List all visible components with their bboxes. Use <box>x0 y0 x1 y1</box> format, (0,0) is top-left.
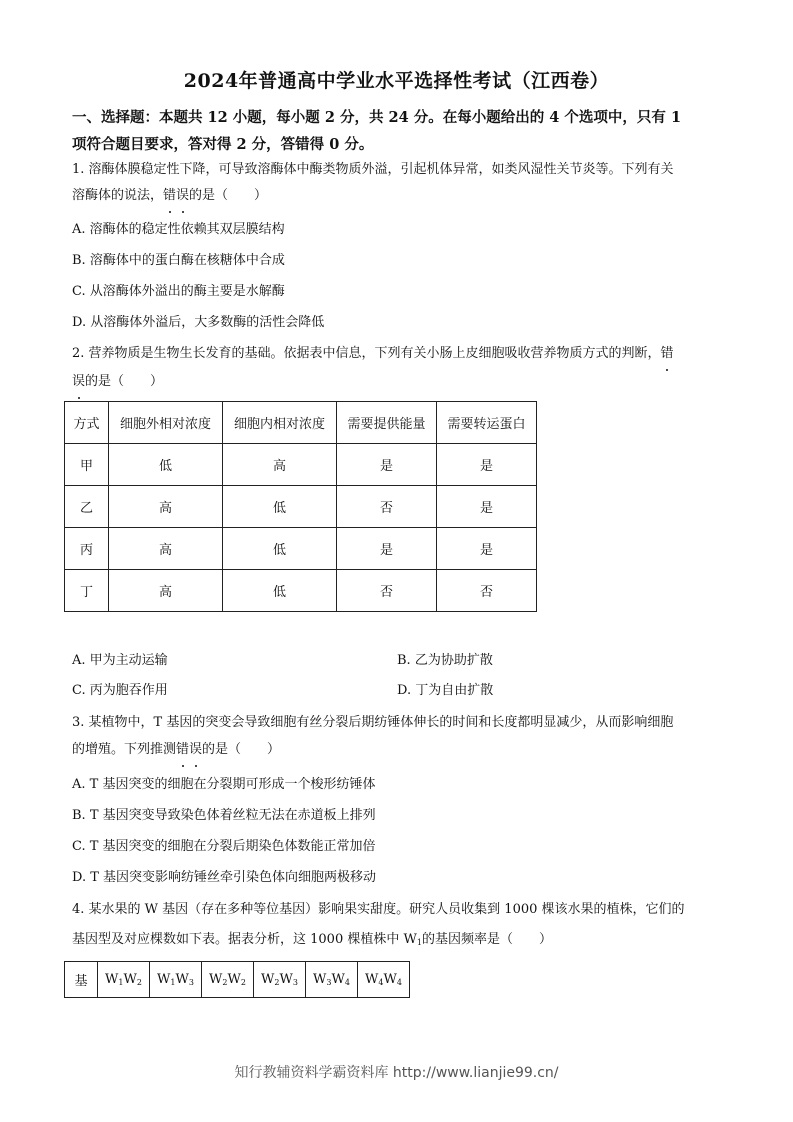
q2-stem-text: 2. 营养物质是生物生长发育的基础。依据表中信息，下列有关小肠上皮细胞吸收营养物质方式的判断， <box>72 346 661 361</box>
table-row <box>65 570 537 612</box>
table-cell: 是 <box>437 528 537 570</box>
q3-stem-line2 <box>72 736 724 764</box>
q1-stem-text: 溶酶体的说法， <box>72 188 164 203</box>
genotype-cell: $W_4W_4$ <box>358 962 410 998</box>
table-header-cell: 方式 <box>65 402 109 444</box>
table-cell: 高 <box>109 570 223 612</box>
q2-table <box>64 401 537 612</box>
table-row <box>65 444 537 486</box>
table-header-cell: 需要提供能量 <box>337 402 437 444</box>
table-cell: 丁 <box>65 570 109 612</box>
q3-stem-tail: 的是（ ） <box>202 742 281 757</box>
q4-table <box>64 961 410 998</box>
table-cell: 低 <box>223 528 337 570</box>
q4-stem-tail: 的基因频率是（ ） <box>421 932 552 947</box>
q3-option-c: C. T 基因突变的细胞在分裂后期染色体数能正常加倍 <box>72 839 376 854</box>
q1-stem-line2 <box>72 182 724 210</box>
q2-option-c: C. 丙为胞吞作用 <box>72 683 168 698</box>
table-cell: 高 <box>223 444 337 486</box>
subscript: 1 <box>416 938 422 947</box>
table-cell: 低 <box>109 444 223 486</box>
q2-stem-tail: 的是（ ） <box>85 374 164 389</box>
section-heading-line2: 项符合题目要求，答对得 2 分，答错得 0 分。 <box>72 136 374 153</box>
table-cell: 高 <box>109 486 223 528</box>
q4-stem-text: 基因型及对应棵数如下表。据表分析，这 1000 棵植株中 W <box>72 932 417 947</box>
table-cell: 否 <box>337 570 437 612</box>
table-cell: 否 <box>437 570 537 612</box>
q1-stem-line1: 1. 溶酶体膜稳定性下降，可导致溶酶体中酶类物质外溢，引起机体异常，如类风湿性关节炎等。下列有关 <box>72 162 674 177</box>
table-row <box>65 962 410 998</box>
emphasis-char: 错 <box>176 736 189 764</box>
q1-option-b: B. 溶酶体中的蛋白酶在核糖体中合成 <box>72 253 285 268</box>
q3-option-b: B. T 基因突变导致染色体着丝粒无法在赤道板上排列 <box>72 808 376 823</box>
table-header-row <box>65 402 537 444</box>
footer-watermark: 知行教辅资料学霸资料库 http://www.lianjie99.cn/ <box>234 1065 559 1081</box>
table-header-cell: 基 <box>65 962 98 998</box>
table-cell: 乙 <box>65 486 109 528</box>
genotype-cell: $W_2W_3$ <box>254 962 306 998</box>
q2-stem-line2 <box>72 368 724 396</box>
section-heading <box>72 104 724 158</box>
q2-option-d: D. 丁为自由扩散 <box>397 683 494 698</box>
emphasis-char: 错 <box>163 182 176 210</box>
emphasis-char: 误 <box>189 736 202 764</box>
table-row <box>65 486 537 528</box>
emphasis-char: 误 <box>176 182 189 210</box>
q1-option-c: C. 从溶酶体外溢出的酶主要是水解酶 <box>72 284 285 299</box>
table-cell: 否 <box>337 486 437 528</box>
table-row <box>65 528 537 570</box>
table-header-cell: 细胞内相对浓度 <box>223 402 337 444</box>
q2-option-b: B. 乙为协助扩散 <box>397 653 493 668</box>
table-cell: 低 <box>223 486 337 528</box>
q3-stem-line1: 3. 某植物中，T 基因的突变会导致细胞有丝分裂后期纺锤体伸长的时间和长度都明显减少，从而影响细胞 <box>72 715 674 730</box>
emphasis-char: 错 <box>661 340 674 368</box>
q4-stem-line1: 4. 某水果的 W 基因（存在多种等位基因）影响果实甜度。研究人员收集到 1000 棵该水果的植株，它们的 <box>72 902 685 917</box>
q3-stem-text: 的增殖。下列推测 <box>72 742 177 757</box>
table-cell: 丙 <box>65 528 109 570</box>
q2-stem-line1 <box>72 340 724 368</box>
section-heading-line1: 一、选择题：本题共 12 小题，每小题 2 分，共 24 分。在每小题给出的 4 个选项中，只有 1 <box>72 109 682 126</box>
table-header-cell: 细胞外相对浓度 <box>109 402 223 444</box>
q1-option-a: A. 溶酶体的稳定性依赖其双层膜结构 <box>72 222 285 237</box>
table-cell: 低 <box>223 570 337 612</box>
q1-option-d: D. 从溶酶体外溢后，大多数酶的活性会降低 <box>72 315 325 330</box>
q2-option-a: A. 甲为主动运输 <box>72 653 168 668</box>
exam-title: 2024年普通高中学业水平选择性考试（江西卷） <box>183 70 610 92</box>
q3-option-a: A. T 基因突变的细胞在分裂期可形成一个梭形纺锤体 <box>72 777 376 792</box>
genotype-cell: $W_2W_2$ <box>202 962 254 998</box>
table-cell: 是 <box>437 486 537 528</box>
table-cell: 是 <box>337 528 437 570</box>
q1-stem-tail: 的是（ ） <box>189 188 268 203</box>
genotype-cell: $W_3W_4$ <box>306 962 358 998</box>
table-cell: 是 <box>337 444 437 486</box>
table-cell: 高 <box>109 528 223 570</box>
emphasis-char: 误 <box>72 368 85 396</box>
q3-option-d: D. T 基因突变影响纺锤丝牵引染色体向细胞两极移动 <box>72 870 377 885</box>
q4-stem-line2 <box>72 926 724 957</box>
genotype-cell: $W_1W_2$ <box>98 962 150 998</box>
genotype-cell: $W_1W_3$ <box>150 962 202 998</box>
table-cell: 甲 <box>65 444 109 486</box>
table-cell: 是 <box>437 444 537 486</box>
table-header-cell: 需要转运蛋白 <box>437 402 537 444</box>
